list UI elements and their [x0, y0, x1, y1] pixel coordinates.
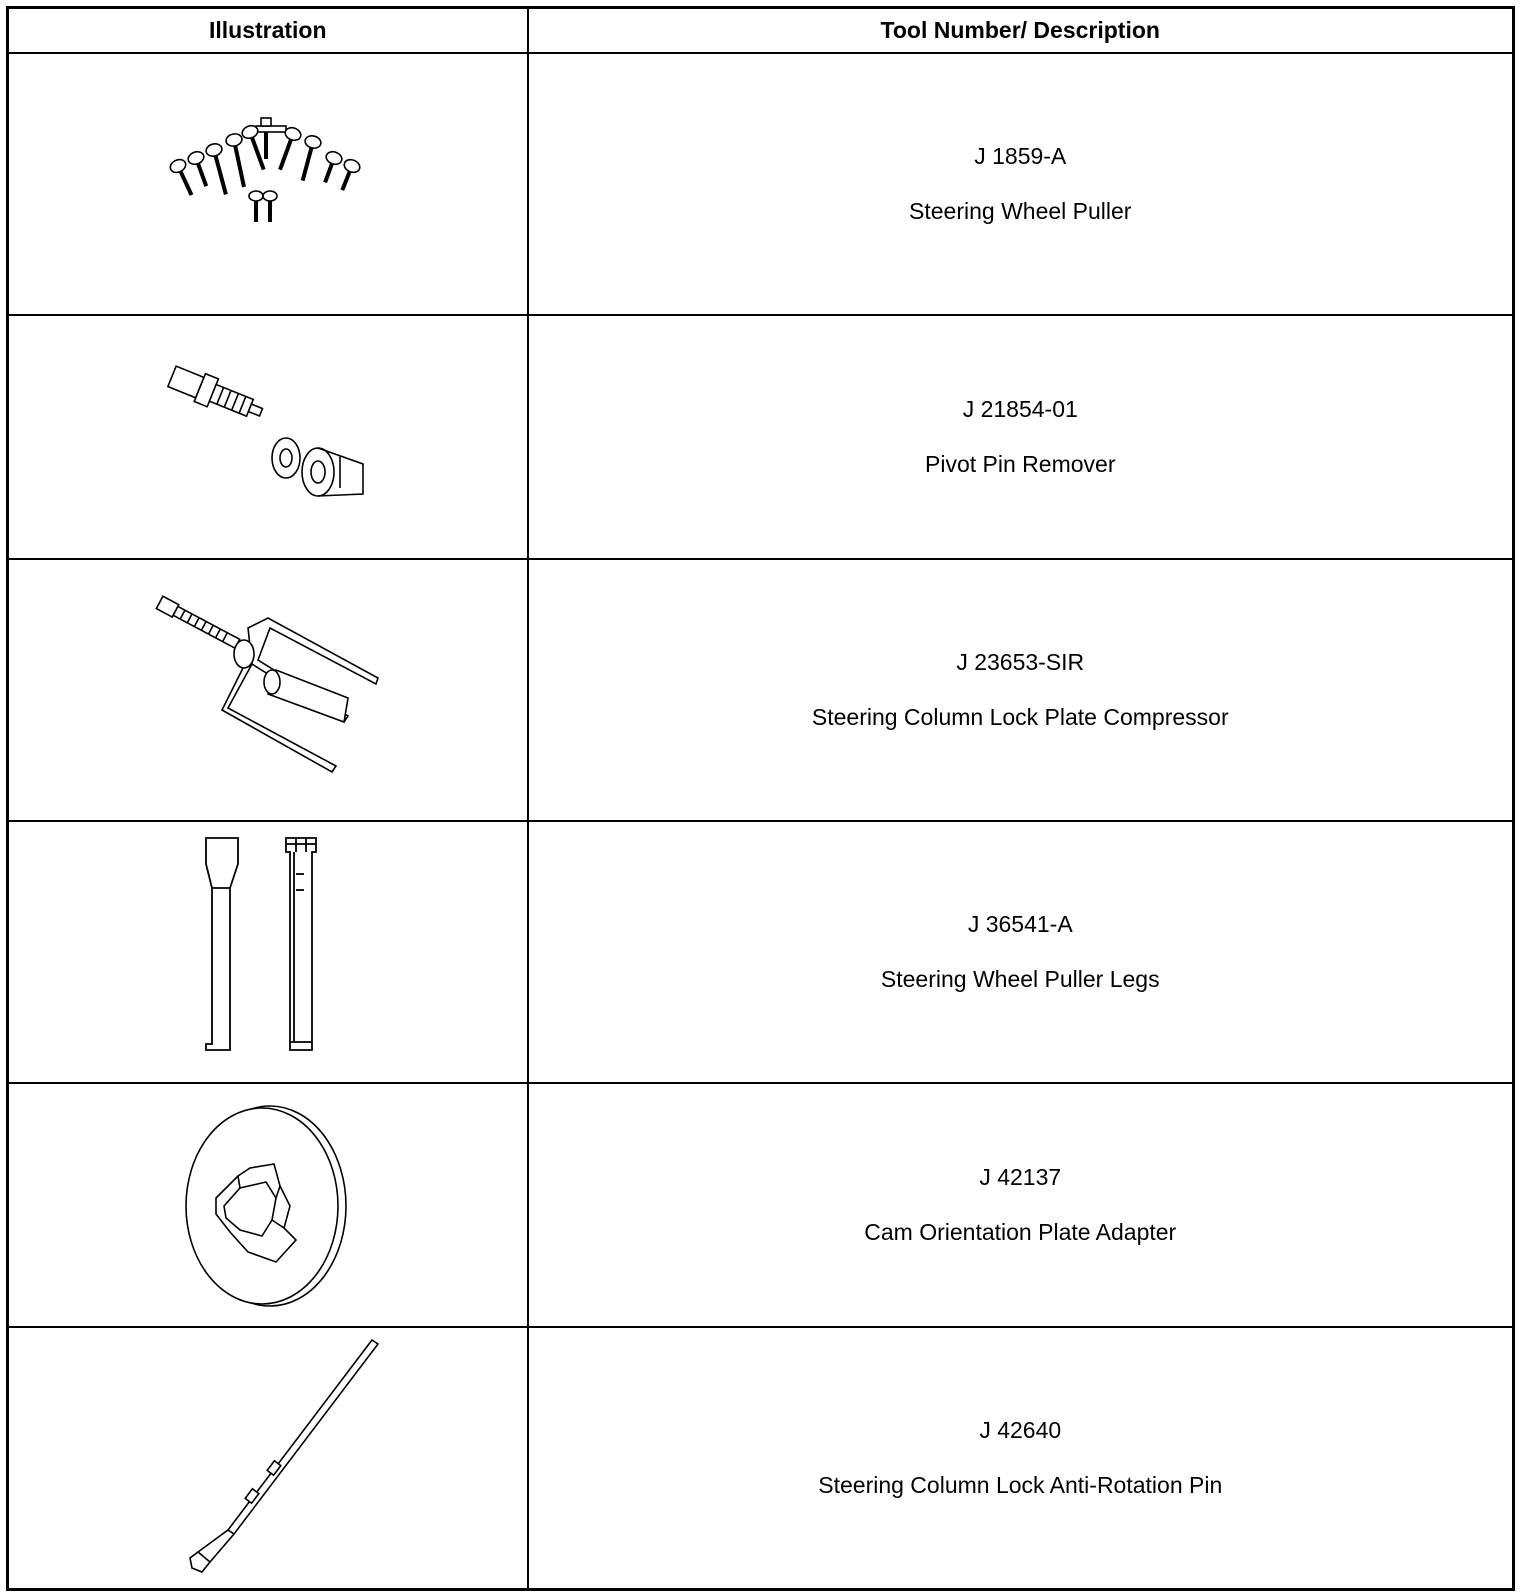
table-row	[8, 559, 1514, 821]
tool-description: Steering Column Lock Anti-Rotation Pin	[818, 1471, 1223, 1498]
tool-description: Steering Wheel Puller	[909, 198, 1132, 224]
description-cell	[528, 1083, 1514, 1327]
tool-description: Pivot Pin Remover	[925, 451, 1116, 477]
description-cell	[528, 821, 1514, 1083]
tool-description-header: Tool Number/ Description	[528, 8, 1514, 54]
illustration-cell	[8, 1327, 528, 1589]
table-header-row	[8, 8, 1514, 54]
tool-number: J 21854-01	[962, 396, 1078, 422]
illustration-cell	[8, 821, 528, 1083]
table-row	[8, 315, 1514, 559]
tool-description: Steering Column Lock Plate Compressor	[811, 704, 1229, 730]
illustration-cell	[8, 559, 528, 821]
illustration-cell	[8, 53, 528, 315]
illustration-cell	[8, 1083, 528, 1327]
cam-plate-adapter-icon	[178, 1102, 358, 1312]
tool-number: J 1859-A	[974, 143, 1067, 169]
illustration-header: Illustration	[8, 8, 528, 54]
tool-number: J 23653-SIR	[956, 649, 1085, 675]
table-row	[8, 821, 1514, 1083]
illustration-cell	[8, 315, 528, 559]
tool-description: Steering Wheel Puller Legs	[880, 966, 1160, 992]
tool-number: J 42640	[979, 1416, 1062, 1443]
tool-number: J 42137	[979, 1164, 1062, 1190]
special-tools-table	[6, 6, 1515, 1591]
puller-legs-icon	[198, 836, 338, 1056]
tool-number: J 36541-A	[967, 911, 1073, 937]
tool-description: Cam Orientation Plate Adapter	[864, 1219, 1177, 1245]
description-cell	[528, 559, 1514, 821]
table-row	[8, 1083, 1514, 1327]
pivot-pin-remover-icon	[158, 366, 378, 506]
description-cell	[528, 53, 1514, 315]
description-cell	[528, 1327, 1514, 1589]
lock-plate-compressor-icon	[148, 598, 388, 778]
description-cell	[528, 315, 1514, 559]
bolt-set-icon	[148, 114, 388, 244]
anti-rotation-pin-icon	[148, 1336, 388, 1576]
table-row	[8, 1327, 1514, 1589]
table-row	[8, 53, 1514, 315]
